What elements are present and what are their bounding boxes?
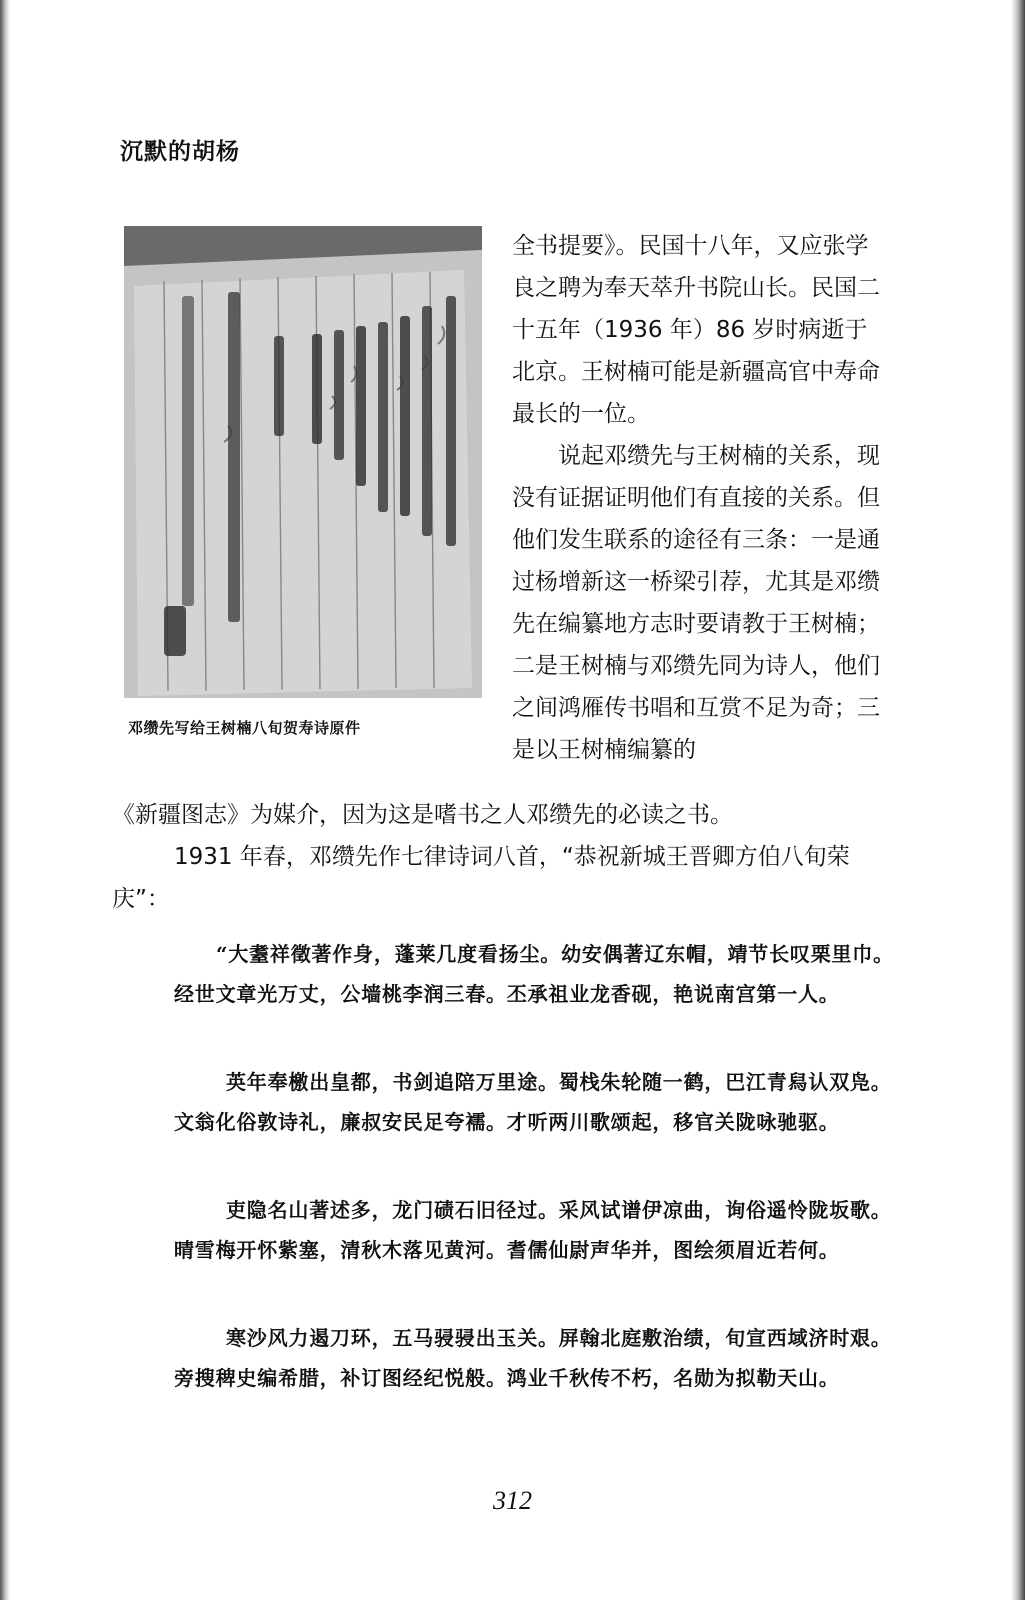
figure-caption: 邓缵先写给王树楠八旬贺寿诗原件 [128, 719, 361, 737]
poem-stanza-4: 寒沙风力遏刀环，五马骎骎出玉关。屏翰北庭敷治绩，旬宣西域济时艰。旁搜稗史编希腊，补订图经纪悦般。鸿业千秋传不朽，名勋为拟勒天山。 [174, 1326, 892, 1390]
paragraph-wrap [512, 225, 884, 771]
poem-stanza-2: 英年奉檄出皇都，书剑追陪万里途。蜀栈朱轮随一鹤，巴江青舄认双凫。文翁化俗敦诗礼，廉叔安民足夸襦。才听两川歌颂起，移官关陇咏驰驱。 [174, 1070, 892, 1134]
manuscript-photo [124, 226, 482, 698]
scan-edge-left [0, 0, 10, 1600]
wrap-text: 全书提要》。民国十八年，又应张学良之聘为奉天萃升书院山长。民国二十五年（1936 年）86 岁时病逝于北京。王树楠可能是新疆高官中寿命最长的一位。 [512, 233, 880, 427]
poem-stanza-3: 吏隐名山著述多，龙门碛石旧径过。采风试谱伊凉曲，询俗遥怜陇坂歌。晴雪梅开怀紫塞，清秋木落见黄河。耆儒仙尉声华并，图绘须眉近若何。 [174, 1198, 892, 1262]
relation-text-2: 《新疆图志》为媒介，因为这是嗜书之人邓缵先的必读之书。 [112, 802, 733, 828]
scan-edge-right [1011, 0, 1025, 1600]
poem-stanza-1: “大耋祥徵著作身，蓬莱几度看扬尘。幼安偶著辽东帽，靖节长叹栗里巾。经世文章光万丈，公墙桃李润三春。丕承祖业龙香砚，艳说南宫第一人。 [174, 942, 894, 1006]
paragraph-1931: 1931 年春，邓缵先作七律诗词八首，“恭祝新城王晋卿方伯八旬荣庆”： [112, 844, 850, 912]
page-number: 312 [493, 1486, 532, 1515]
relation-text-1: 说起邓缵先与王树楠的关系，现没有证据证明他们有直接的关系。但他们发生联系的途径有三条：一是通过杨增新这一桥梁引荐，尤其是邓缵先在编纂地方志时要请教于王树楠；二是王树楠与邓缵先同为诗人，他们之间鸿雁传书唱和互赏不足为奇；三是以王树楠编纂的 [512, 443, 880, 763]
running-header: 沉默的胡杨 [120, 138, 240, 165]
